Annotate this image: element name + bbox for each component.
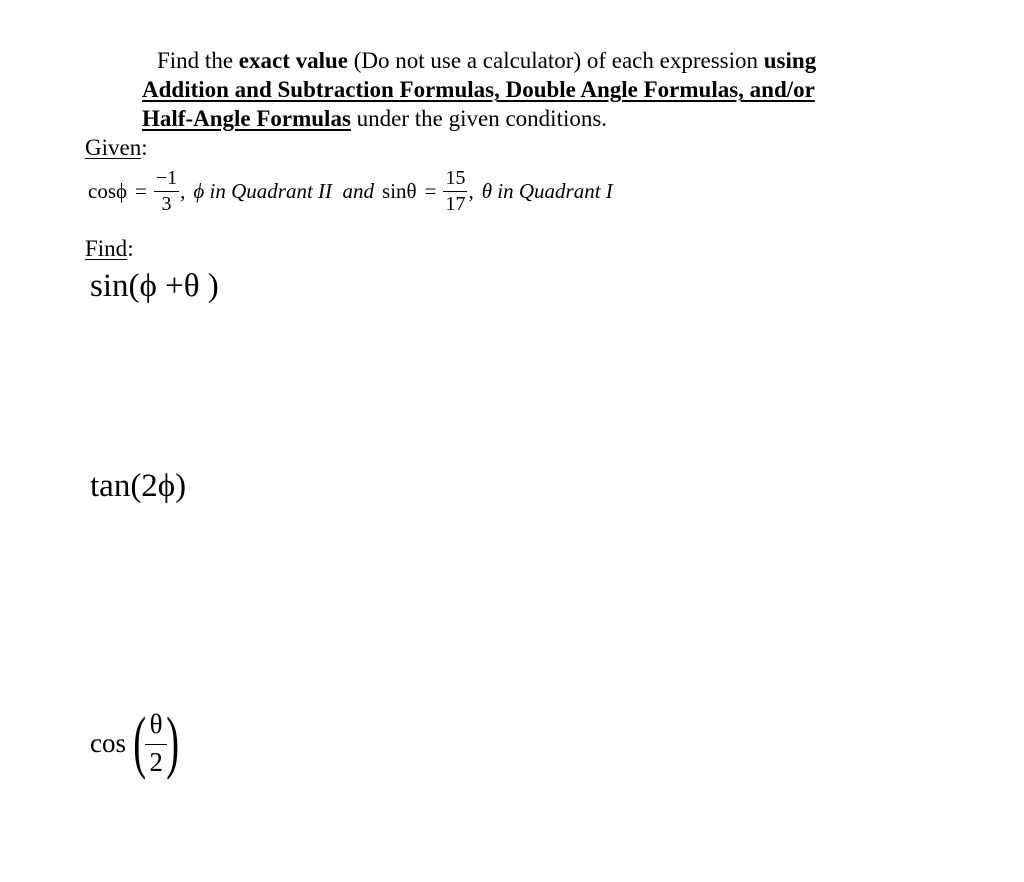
sin-theta-lhs: sinθ <box>382 178 417 203</box>
sin-theta-fraction <box>443 168 467 214</box>
find-label: Find <box>85 236 128 261</box>
instructions-text-3: under the given conditions. <box>350 106 608 131</box>
theta-over-two-fraction <box>145 708 167 777</box>
expression-tan-double: tan(2ϕ) <box>90 468 187 504</box>
fraction-bar <box>154 191 179 192</box>
equals-sign-2: = <box>424 178 437 203</box>
cos-phi-denominator: 3 <box>161 193 172 215</box>
instructions <box>157 46 816 75</box>
half-angle-denominator: 2 <box>149 746 163 777</box>
close-paren: ) <box>166 704 179 781</box>
comma-1: , <box>180 178 186 203</box>
cos-phi-numerator: −1 <box>155 167 178 189</box>
open-paren: ( <box>133 704 147 781</box>
given-conditions <box>88 168 613 214</box>
expression-sin-sum: sin(ϕ +θ ) <box>90 268 219 304</box>
cos-phi-lhs: cosϕ <box>88 178 128 203</box>
instructions-formulas-underlined: Addition and Subtraction Formulas, Double Angle Formulas, and/or <box>142 77 815 102</box>
instructions-bold-exact-value: exact value <box>238 48 348 73</box>
instructions-text-2: (Do not use a calculator) of each expression <box>348 48 764 73</box>
sin-theta-denominator: 17 <box>445 193 466 215</box>
half-angle-numerator: θ <box>149 708 163 739</box>
find-heading <box>85 236 134 262</box>
fraction-bar <box>145 744 167 745</box>
cos-function: cos <box>90 727 126 758</box>
given-colon: : <box>141 135 148 160</box>
cos-phi-fraction <box>154 168 179 214</box>
theta-quadrant-condition: θ in Quadrant I <box>481 178 613 203</box>
instructions-line-3 <box>142 104 607 133</box>
instructions-line-2 <box>142 75 815 104</box>
equals-sign-1: = <box>135 178 147 203</box>
given-label: Given <box>85 135 142 160</box>
find-colon: : <box>127 236 134 261</box>
instructions-text-1: Find the <box>157 48 239 73</box>
given-heading <box>85 135 148 161</box>
fraction-bar <box>443 191 467 192</box>
instructions-half-angle-underlined: Half-Angle Formulas <box>142 106 351 131</box>
comma-2: , <box>468 178 474 203</box>
phi-quadrant-condition: ϕ in Quadrant II and <box>193 178 375 203</box>
sin-theta-numerator: 15 <box>445 167 466 189</box>
instructions-bold-using: using <box>763 48 817 73</box>
expression-cos-half <box>90 704 184 781</box>
